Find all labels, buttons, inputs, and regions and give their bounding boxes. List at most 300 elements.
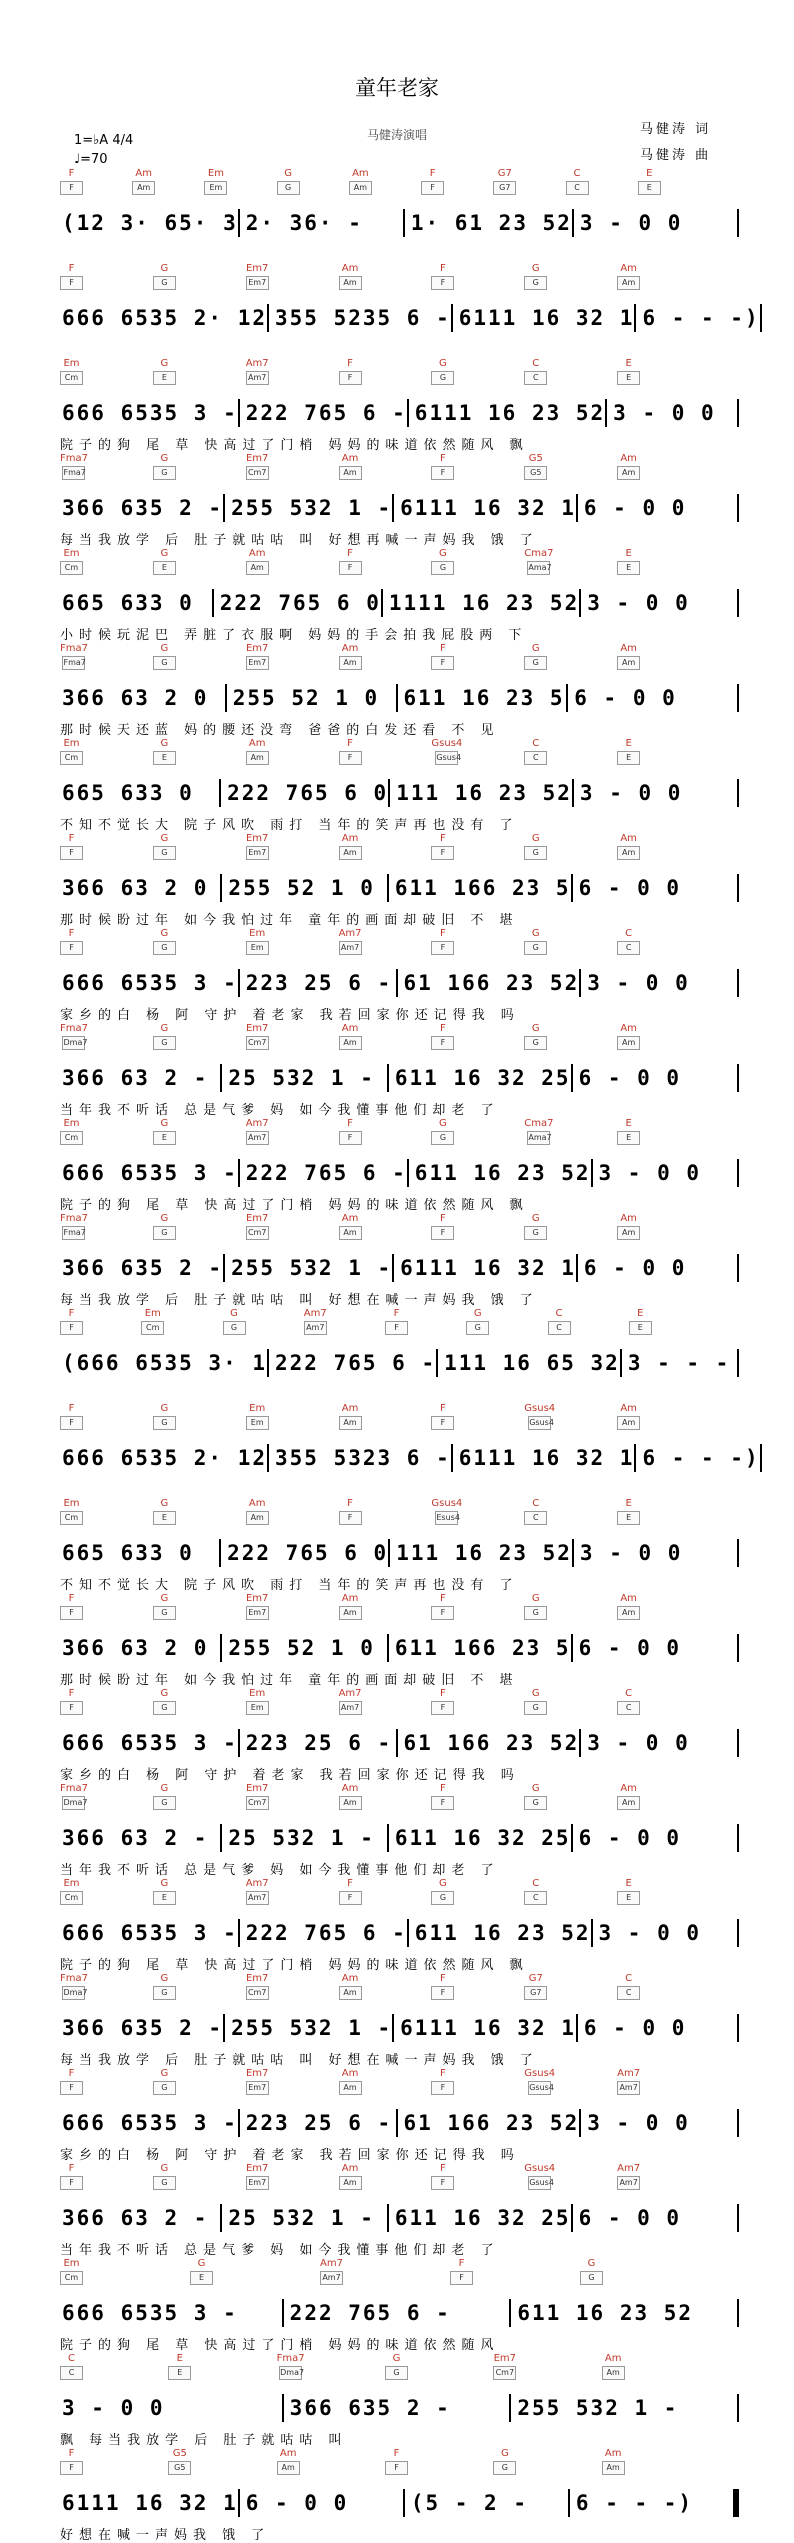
chord-diagram: G <box>524 846 547 860</box>
chord-name: G <box>160 1878 169 1889</box>
chord-diagram: Am <box>339 1606 362 1620</box>
lyrics-line: 当年我不听话 总是气爹 妈 如今我懂事他们却老 了 <box>60 1863 500 1878</box>
chord-name: G <box>439 1878 447 1889</box>
score-system <box>56 831 739 926</box>
chord-diagram: Am7 <box>246 371 269 385</box>
chord-diagram: F <box>431 846 454 860</box>
notation-row <box>56 1443 760 1473</box>
measure: 6111 16 32 1 <box>458 1446 635 1470</box>
chord-symbol <box>431 263 454 290</box>
chord-symbol <box>617 1213 640 1240</box>
chord-row <box>56 1213 739 1253</box>
chord-row <box>56 1593 739 1633</box>
measure: 3 - 0 0 <box>587 2111 690 2135</box>
chord-diagram: Am7 <box>617 2176 640 2190</box>
chord-diagram: Dma7 <box>62 1796 85 1810</box>
chord-name: Am <box>248 1498 266 1509</box>
chord-name: G <box>531 928 540 939</box>
lyrics-line: 那时候天还蓝 妈的腰还没弯 爸爸的白发还看 不 见 <box>60 723 500 738</box>
chord-symbol <box>153 1593 176 1620</box>
chord-name: Am <box>620 1593 637 1604</box>
measure: 255 532 1 - <box>517 2396 679 2420</box>
chord-symbol <box>617 1498 640 1525</box>
barline <box>737 2109 739 2137</box>
chord-symbol <box>385 2353 408 2380</box>
chord-symbol <box>60 263 83 290</box>
chord-diagram: G <box>385 2366 408 2380</box>
barline <box>737 589 739 617</box>
measure: 3 - 0 0 <box>587 971 690 995</box>
chord-name: F <box>68 928 75 939</box>
measure: 3 - 0 0 <box>598 1161 702 1185</box>
chord-symbol <box>60 1973 88 2000</box>
chord-symbol <box>617 1688 640 1715</box>
chord-symbol <box>431 1403 454 1430</box>
measure: 25 532 1 - <box>228 1066 375 1090</box>
chord-name: Em <box>249 1403 266 1414</box>
chord-name: Am <box>620 263 637 274</box>
chord-row <box>56 2068 739 2108</box>
notation-row <box>56 2298 739 2328</box>
chord-name: F <box>458 2258 465 2269</box>
chord-diagram: C <box>524 751 547 765</box>
lyrics-line: 家乡的白 杨 阿 守护 着老家 我若回家你还记得我 吗 <box>60 1008 520 1023</box>
chord-symbol <box>60 453 88 480</box>
measure: 366 635 2 - <box>62 496 224 520</box>
lyrics-line: 家乡的白 杨 阿 守护 着老家 我若回家你还记得我 吗 <box>60 1768 520 1783</box>
measure: 6 - 0 0 <box>578 1826 682 1850</box>
chord-diagram: E <box>153 1131 176 1145</box>
chord-symbol <box>524 2068 555 2095</box>
chord-name: F <box>347 1498 353 1509</box>
chord-diagram: Am7 <box>339 1701 362 1715</box>
chord-symbol <box>246 1213 269 1240</box>
chord-symbol <box>60 358 83 385</box>
chord-diagram: Cm <box>141 1321 164 1335</box>
chord-name: F <box>68 1593 75 1604</box>
measure: 222 765 6 0 <box>227 781 389 805</box>
chord-name: G <box>160 1403 169 1414</box>
chord-name: Em <box>207 168 224 179</box>
chord-row <box>56 1973 739 2013</box>
chord-name: G <box>392 2353 401 2364</box>
chord-name: Am7 <box>303 1308 327 1319</box>
chord-row <box>56 2258 739 2298</box>
chord-name: Gsus4 <box>524 2163 556 2174</box>
chord-diagram: F <box>431 1796 454 1810</box>
chord-symbol <box>339 1498 362 1525</box>
chord-diagram: F <box>60 846 83 860</box>
chord-diagram: Am <box>617 466 640 480</box>
measure: 61 166 23 52 <box>403 2111 580 2135</box>
chord-symbol <box>339 1023 362 1050</box>
barline <box>737 1634 739 1662</box>
chord-diagram: E <box>617 561 640 575</box>
chord-name: F <box>440 1783 446 1794</box>
measure: 6 - 0 0 <box>583 1256 687 1280</box>
notation-row <box>56 778 739 808</box>
barline <box>760 304 762 332</box>
chord-diagram: G <box>431 371 454 385</box>
chord-diagram: G <box>153 1986 176 2000</box>
measure: 666 6535 3 - <box>62 2301 238 2325</box>
chord-diagram: F <box>385 2461 408 2475</box>
measure: 255 52 1 0 <box>228 1636 375 1660</box>
chord-symbol <box>421 168 444 195</box>
chord-symbol <box>524 1878 547 1905</box>
chord-symbol <box>153 1213 176 1240</box>
chord-name: Am7 <box>617 2068 641 2079</box>
chord-row <box>56 263 739 303</box>
chord-diagram: Cm7 <box>246 1796 269 1810</box>
chord-diagram: G <box>153 1701 176 1715</box>
score-system <box>56 1496 739 1591</box>
score-system <box>56 546 739 641</box>
score-system <box>56 2446 739 2541</box>
chord-row <box>56 928 739 968</box>
chord-name: G <box>197 2258 206 2269</box>
chord-symbol <box>339 358 362 385</box>
barline <box>737 779 739 807</box>
chord-name: Em7 <box>493 2353 517 2364</box>
chord-diagram: G <box>153 2081 176 2095</box>
chord-symbol <box>60 1593 83 1620</box>
chord-name: G <box>230 1308 238 1319</box>
chord-name: E <box>625 1118 632 1129</box>
notation-row <box>56 493 739 523</box>
barline <box>737 1539 739 1567</box>
score-system <box>56 1306 739 1401</box>
chord-diagram: Em7 <box>246 276 269 290</box>
chord-symbol <box>246 1403 269 1430</box>
chord-symbol <box>223 1308 246 1335</box>
chord-diagram: E <box>638 181 661 195</box>
chord-name: Em7 <box>245 1593 269 1604</box>
chord-name: Em7 <box>245 453 269 464</box>
chord-name: Em7 <box>245 833 269 844</box>
notation-row <box>56 1538 739 1568</box>
chord-name: F <box>440 1213 446 1224</box>
lyrics-line: 每当我放学 后 肚子就咕咕 叫 好想在喊一声妈我 饿 了 <box>60 2053 539 2068</box>
chord-symbol <box>339 1783 362 1810</box>
chord-name: Am <box>620 1783 637 1794</box>
chord-diagram: F <box>431 2081 454 2095</box>
chord-symbol <box>617 1783 640 1810</box>
chord-row <box>56 2353 739 2393</box>
chord-symbol <box>431 1878 454 1905</box>
chord-diagram: Am <box>339 1036 362 1050</box>
chord-symbol <box>617 2163 640 2190</box>
barline <box>760 1444 762 1472</box>
chord-symbol <box>524 358 547 385</box>
chord-diagram: Am <box>339 466 362 480</box>
chord-symbol <box>339 643 362 670</box>
chord-symbol <box>524 643 547 670</box>
chord-name: G <box>160 453 169 464</box>
chord-symbol <box>617 1593 640 1620</box>
chord-symbol <box>60 1118 83 1145</box>
chord-diagram: Ama7 <box>527 1131 550 1145</box>
chord-diagram: G <box>153 1416 176 1430</box>
chord-diagram: G <box>153 466 176 480</box>
score-system <box>56 1781 739 1876</box>
score-system <box>56 261 760 356</box>
barline <box>737 2299 739 2327</box>
chord-symbol <box>246 453 269 480</box>
chord-name: G <box>160 833 169 844</box>
chord-diagram: E <box>153 371 176 385</box>
chord-symbol <box>153 453 176 480</box>
chord-symbol <box>153 833 176 860</box>
chord-name: G <box>531 1688 540 1699</box>
chord-symbol <box>153 1878 176 1905</box>
measure: 6111 16 32 1 <box>62 2491 238 2515</box>
chord-diagram: Em7 <box>246 2176 269 2190</box>
chord-diagram: Am7 <box>339 941 362 955</box>
chord-diagram: G <box>524 1226 547 1240</box>
chord-name: Em <box>63 1878 80 1889</box>
measure: 111 16 65 32 <box>444 1351 620 1375</box>
lyrics-line: 院子的狗 尾 草 快高过了门梢 妈妈的味道依然随风 飘 <box>60 438 529 453</box>
measure: 6 - - -) <box>642 306 760 330</box>
chord-name: Fma7 <box>60 453 88 464</box>
chord-symbol <box>339 453 362 480</box>
chord-name: G <box>439 1118 447 1129</box>
notation-row <box>56 1253 739 1283</box>
chord-symbol <box>617 453 640 480</box>
chord-row <box>56 2163 739 2203</box>
chord-name: Am <box>352 168 369 179</box>
chord-symbol <box>60 2068 83 2095</box>
chord-symbol <box>153 738 176 765</box>
chord-symbol <box>277 2353 305 2380</box>
score-system <box>56 926 739 1021</box>
barline <box>737 1824 739 1852</box>
chord-diagram: Em7 <box>246 1606 269 1620</box>
chord-name: F <box>440 263 446 274</box>
chord-name: E <box>625 1878 632 1889</box>
measure: 111 16 23 52 <box>396 1541 572 1565</box>
chord-symbol <box>168 2353 191 2380</box>
chord-name: Fma7 <box>60 643 88 654</box>
chord-symbol <box>466 1308 489 1335</box>
chord-name: G <box>587 2258 596 2269</box>
chord-diagram: F <box>385 1321 408 1335</box>
chord-symbol <box>339 1688 362 1715</box>
barline <box>737 1064 739 1092</box>
chord-name: Fma7 <box>276 2353 305 2364</box>
chord-diagram: G <box>431 1131 454 1145</box>
chord-symbol <box>60 548 83 575</box>
chord-name: Fma7 <box>60 1783 88 1794</box>
chord-symbol <box>431 1688 454 1715</box>
chord-symbol <box>153 1403 176 1430</box>
chord-diagram: F <box>60 2176 83 2190</box>
lyrics-line: 飘 每当我放学 后 肚子就咕咕 叫 <box>60 2433 348 2448</box>
chord-symbol <box>524 1213 547 1240</box>
chord-name: Em7 <box>245 2163 269 2174</box>
chord-diagram: F <box>431 2176 454 2190</box>
measure: 6111 16 32 1 <box>400 2016 576 2040</box>
chord-diagram: F <box>431 941 454 955</box>
score-system <box>56 2256 739 2351</box>
chord-diagram: G <box>153 1796 176 1810</box>
chord-symbol <box>617 833 640 860</box>
chord-symbol <box>246 1593 269 1620</box>
chord-diagram: F <box>339 751 362 765</box>
chord-name: Am <box>341 2068 359 2079</box>
chord-row <box>56 2448 739 2488</box>
chord-row <box>56 1783 739 1823</box>
chord-symbol <box>431 1783 454 1810</box>
chord-symbol <box>168 2448 191 2475</box>
chord-symbol <box>524 1403 555 1430</box>
chord-diagram: G <box>524 1606 547 1620</box>
chord-row <box>56 358 739 398</box>
measure: 666 6535 2· 12 <box>62 306 268 330</box>
chord-name: C <box>532 358 540 369</box>
chord-symbol <box>60 833 83 860</box>
chord-diagram: E <box>617 371 640 385</box>
chord-diagram: F <box>431 276 454 290</box>
measure: 222 765 6 - <box>275 1351 437 1375</box>
chord-symbol <box>617 1973 640 2000</box>
measure: 255 532 1 - <box>231 1256 393 1280</box>
measure: 611 16 23 52 <box>517 2301 694 2325</box>
chord-diagram: Cm <box>60 2271 83 2285</box>
chord-diagram: Am <box>339 276 362 290</box>
chord-symbol <box>431 453 454 480</box>
chord-diagram: Em7 <box>246 656 269 670</box>
chord-symbol <box>60 1783 88 1810</box>
chord-name: Am <box>341 1403 359 1414</box>
chord-symbol <box>339 548 362 575</box>
score-system <box>56 1401 760 1496</box>
chord-diagram: F <box>421 181 444 195</box>
measure: 222 765 6 - <box>245 1161 407 1185</box>
chord-name: C <box>625 1688 633 1699</box>
chord-name: F <box>68 1308 75 1319</box>
final-barline <box>733 2489 739 2517</box>
barline <box>737 2014 739 2042</box>
chord-diagram: Cm7 <box>493 2366 516 2380</box>
chord-name: G <box>439 358 447 369</box>
chord-name: C <box>532 1878 540 1889</box>
chord-name: G <box>160 1023 169 1034</box>
chord-diagram: C <box>60 2366 83 2380</box>
chord-diagram: Am <box>339 1986 362 2000</box>
chord-name: F <box>347 358 353 369</box>
measure: 1111 16 23 52 <box>388 591 580 615</box>
chord-symbol <box>60 643 88 670</box>
chord-diagram: F <box>339 1131 362 1145</box>
score-system <box>56 736 739 831</box>
chord-name: Am <box>604 2448 622 2459</box>
measure: 666 6535 3 - <box>62 1921 238 1945</box>
barline <box>737 969 739 997</box>
chord-diagram: G <box>153 656 176 670</box>
chord-diagram: G <box>223 1321 246 1335</box>
chord-name: F <box>347 1878 353 1889</box>
chord-symbol <box>339 833 362 860</box>
chord-name: G <box>531 1783 540 1794</box>
chord-symbol <box>524 1498 547 1525</box>
chord-diagram: Am <box>339 846 362 860</box>
chord-name: Am <box>620 453 637 464</box>
measure: 6 - 0 0 <box>245 2491 349 2515</box>
chord-symbol <box>60 168 83 195</box>
chord-name: Fma7 <box>60 1973 88 1984</box>
chord-diagram: Cm <box>60 561 83 575</box>
chord-name: G <box>531 263 540 274</box>
notation-row <box>56 683 739 713</box>
chord-name: Am <box>341 1783 359 1794</box>
chord-symbol <box>153 358 176 385</box>
chord-symbol <box>617 1403 640 1430</box>
chord-name: Em7 <box>245 1973 269 1984</box>
chord-diagram: Am <box>246 751 269 765</box>
measure: 3 - 0 0 <box>579 211 683 235</box>
chord-diagram: G <box>493 2461 516 2475</box>
chord-name: F <box>68 833 75 844</box>
measure: 1· 61 23 52 <box>410 211 572 235</box>
chord-symbol <box>153 1783 176 1810</box>
chord-row <box>56 1308 739 1348</box>
chord-symbol <box>60 1403 83 1430</box>
chord-name: Am <box>341 1593 359 1604</box>
chord-symbol <box>204 168 227 195</box>
chord-diagram: E <box>153 561 176 575</box>
measure: 665 633 0 <box>62 1541 194 1565</box>
chord-symbol <box>153 1498 176 1525</box>
chord-symbol <box>524 263 547 290</box>
chord-diagram: G <box>524 276 547 290</box>
chord-name: Am <box>341 833 359 844</box>
barline <box>737 684 739 712</box>
score-system <box>56 1211 739 1306</box>
measure: 222 765 6 - <box>289 2301 451 2325</box>
chord-name: Em <box>249 928 266 939</box>
chord-diagram: Am <box>246 1511 269 1525</box>
measure: 3 - 0 0 <box>579 1541 683 1565</box>
chord-name: Fma7 <box>60 1213 88 1224</box>
chord-diagram: Am <box>339 1226 362 1240</box>
chord-symbol <box>617 643 640 670</box>
measure: 355 5235 6 - <box>275 306 451 330</box>
measure: 3 - 0 0 <box>62 2396 165 2420</box>
notation-row <box>56 2393 739 2423</box>
chord-symbol <box>246 1878 269 1905</box>
measure: 223 25 6 - <box>245 971 393 995</box>
chord-symbol <box>246 263 269 290</box>
chord-symbol <box>339 1118 362 1145</box>
chord-symbol <box>431 2068 454 2095</box>
score-system <box>56 2066 739 2161</box>
chord-diagram: F <box>339 1511 362 1525</box>
chord-name: G <box>160 2163 169 2174</box>
chord-name: Am <box>620 1023 637 1034</box>
chord-name: F <box>393 2448 400 2459</box>
measure: 611 16 23 5 <box>403 686 565 710</box>
chord-name: Am <box>341 263 359 274</box>
notation-row <box>56 968 739 998</box>
chord-symbol <box>60 1688 83 1715</box>
chord-row <box>56 643 739 683</box>
chord-diagram: Gsus4 <box>528 2176 551 2190</box>
chord-name: Em7 <box>245 643 269 654</box>
chord-diagram: Fma7 <box>62 656 85 670</box>
chord-symbol <box>132 168 155 195</box>
